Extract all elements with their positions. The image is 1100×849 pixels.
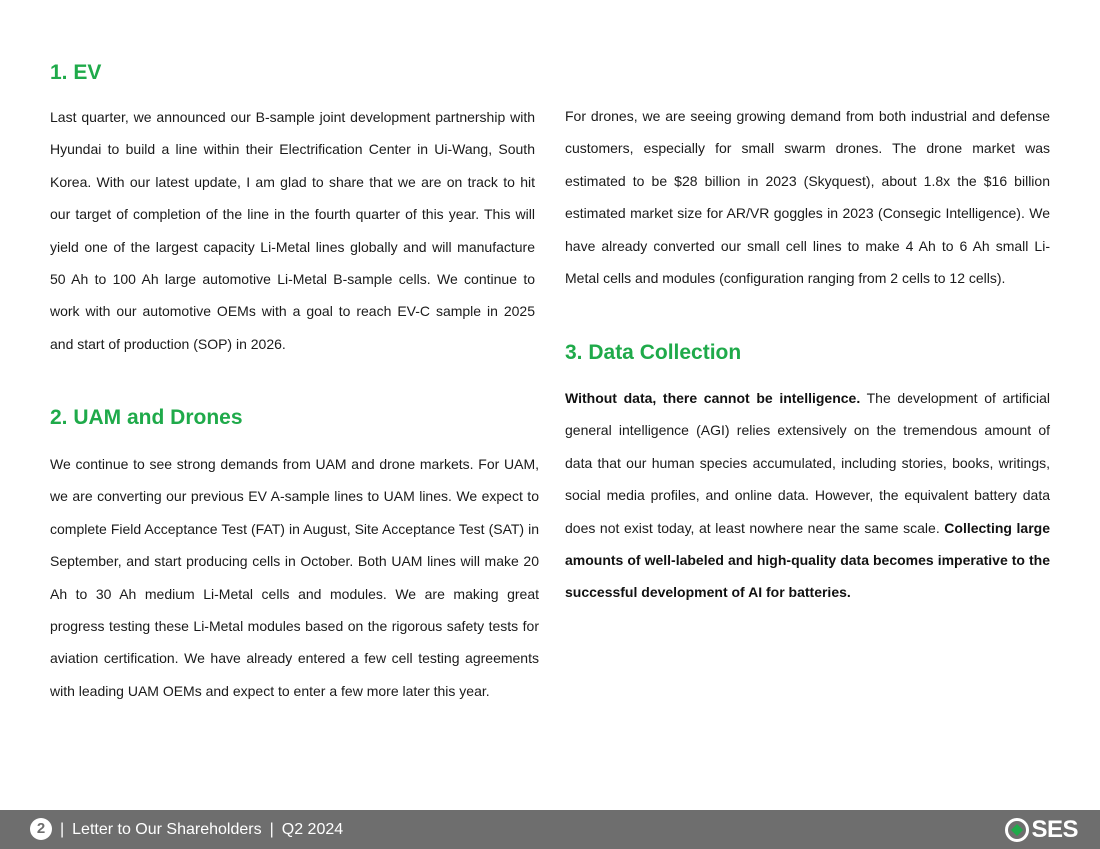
ses-logo xyxy=(1004,815,1078,845)
data-body-mid: The development of artificial general intelligence (AGI) relies extensively on the tremendous amount of data that our human species accumulated, including stories, books, writings, social media profiles, and online data. However, the equivalent battery data does not exist today, at least nowhere near the same scale. xyxy=(565,390,1050,536)
ev-body: Last quarter, we announced our B-sample joint development partnership with Hyundai to build a line within their Electrification Center in Ui-Wang, South Korea. With our latest update, I am glad to share that we are on track to hit our target of completion of the line in the fourth quarter of this year. This will yield one of the largest capacity Li-Metal lines globally and will manufacture 50 Ah to 100 Ah large automotive Li-Metal B-sample cells. We continue to work with our automotive OEMs with a goal to reach EV-C sample in 2025 and start of production (SOP) in 2026. xyxy=(50,109,535,352)
footer-period: Q2 2024 xyxy=(281,821,344,838)
data-body xyxy=(565,382,1050,609)
section-heading-data: 3. Data Collection xyxy=(565,341,742,364)
footer-title: Letter to Our Shareholders xyxy=(72,821,262,838)
footer-separator: | xyxy=(60,821,65,838)
footer-text xyxy=(60,810,343,849)
page-number-badge: 2 xyxy=(30,818,52,840)
section-heading-ev: 1. EV xyxy=(50,61,102,84)
section-heading-uam: 2. UAM and Drones xyxy=(50,406,243,429)
drones-body: For drones, we are seeing growing demand from both industrial and defense customers, especially for small swarm drones. The drone market was estimated to be $28 billion in 2023 (Skyquest), about 1.8x the $16 billion estimated market size for AR/VR goggles in 2023 (Consegic Intelligence). We have already converted our small cell lines to make 4 Ah to 6 Ah small Li-Metal cells and modules (configuration ranging from 2 cells to 12 cells). xyxy=(565,108,1050,287)
data-bold-tail: Collecting large amounts of well-labeled and high-quality data becomes imperative to the successful development of AI for batteries. xyxy=(565,519,1050,601)
footer-separator: | xyxy=(269,821,274,838)
ses-logo-icon xyxy=(1004,817,1030,843)
footer-bar xyxy=(0,810,1100,849)
uam-body: We continue to see strong demands from UAM and drone markets. For UAM, we are converting our previous EV A-sample lines to UAM lines. We expect to complete Field Acceptance Test (FAT) in August, Site Acceptance Test (SAT) in September, and start producing cells in October. Both UAM lines will make 20 Ah to 30 Ah medium Li-Metal cells and modules. We are making great progress testing these Li-Metal modules based on the rigorous safety tests for aviation certification. We have already entered a few cell testing agreements with leading UAM OEMs and expect to enter a few more later this year. xyxy=(50,456,539,699)
data-bold-lead: Without data, there cannot be intelligence. xyxy=(565,390,861,406)
ses-logo-text: SES xyxy=(1031,816,1078,843)
